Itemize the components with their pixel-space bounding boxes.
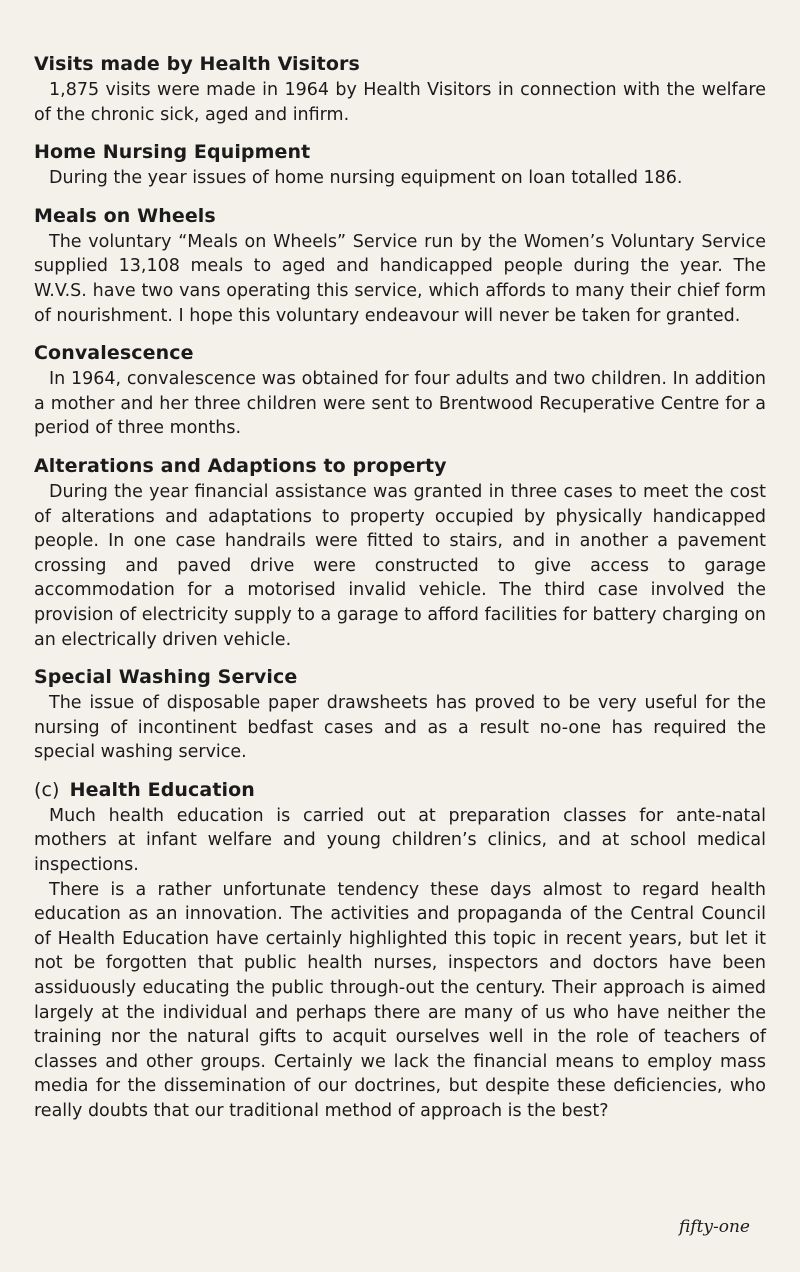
section-paragraph: There is a rather unfortunate tendency these days almost to regard health education as an innovation. The activities and propaganda of the Central Council of Health Education have certainly highlighted this topic in recent years, but let it not be forgotten that public health nurses, inspectors and doctors have been assiduously educating the public through-out the century. Their approach is aimed largely at the individual and perhaps there are many of us who have neither the training nor the natural gifts to acquit ourselves well in the role of teachers of classes and other groups. Certainly we lack the financial means to employ mass media for the dissemination of our doctrines, but despite these deficiencies, who really doubts that our traditional method of approach is the best? <box>34 879 766 1121</box>
section-paragraph: Much health education is carried out at preparation classes for ante-natal mothers at infant welfare and young children’s clinics, and at school medical inspections. <box>34 805 766 876</box>
section-heading: Meals on Wheels <box>34 204 216 227</box>
section-paragraph: The voluntary “Meals on Wheels” Service run by the Women’s Voluntary Service supplied 13,108 meals to aged and handicapped people during the year. The W.V.S. have two vans operating this service, which affords to many their chief form of nourishment. I hope this voluntary endeavour will never be taken for granted. <box>34 231 766 326</box>
section-visits-health-visitors <box>34 51 766 127</box>
section-heading-text: Health Education <box>69 778 255 801</box>
section-paragraph: 1,875 visits were made in 1964 by Health Visitors in connection with the welfare of the chronic sick, aged and infirm. <box>34 80 766 125</box>
section-home-nursing-equipment <box>34 139 766 191</box>
section-heading: Alterations and Adaptions to property <box>34 454 447 477</box>
health-education-heading <box>34 777 766 804</box>
section-paragraph: During the year financial assistance was granted in three cases to meet the cost of alterations and adaptations to property occupied by physically handicapped people. In one case handrails were fitted to stairs, and in another a pavement crossing and paved drive were constructed to give access to garage accommodation for a motorised invalid vehicle. The third case involved the provision of electricity supply to a garage to afford facilities for battery charging on an electrically driven vehicle. <box>34 481 766 650</box>
section-paragraph: The issue of disposable paper drawsheets has proved to be very useful for the nursing of incontinent bedfast cases and as a result no-one has required the special washing service. <box>34 693 766 763</box>
page-number: fifty-one <box>678 1217 750 1237</box>
section-heading: Visits made by Health Visitors <box>34 53 360 75</box>
section-heading: Convalescence <box>34 342 194 365</box>
section-heading: Home Nursing Equipment <box>34 141 311 164</box>
section-health-education <box>34 777 766 1124</box>
section-convalescence <box>34 340 766 441</box>
section-heading: Special Washing Service <box>34 666 298 689</box>
section-paragraph: During the year issues of home nursing equipment on loan totalled 186. <box>49 168 683 189</box>
section-meals-on-wheels <box>34 203 766 328</box>
section-label: (c) <box>34 778 60 801</box>
section-alterations-adaptions <box>34 453 766 652</box>
section-paragraph: In 1964, convalescence was obtained for four adults and two children. In addition a mother and her three children were sent to Brentwood Recuperative Centre for a period of three months. <box>34 369 766 439</box>
section-special-washing-service <box>34 664 766 765</box>
